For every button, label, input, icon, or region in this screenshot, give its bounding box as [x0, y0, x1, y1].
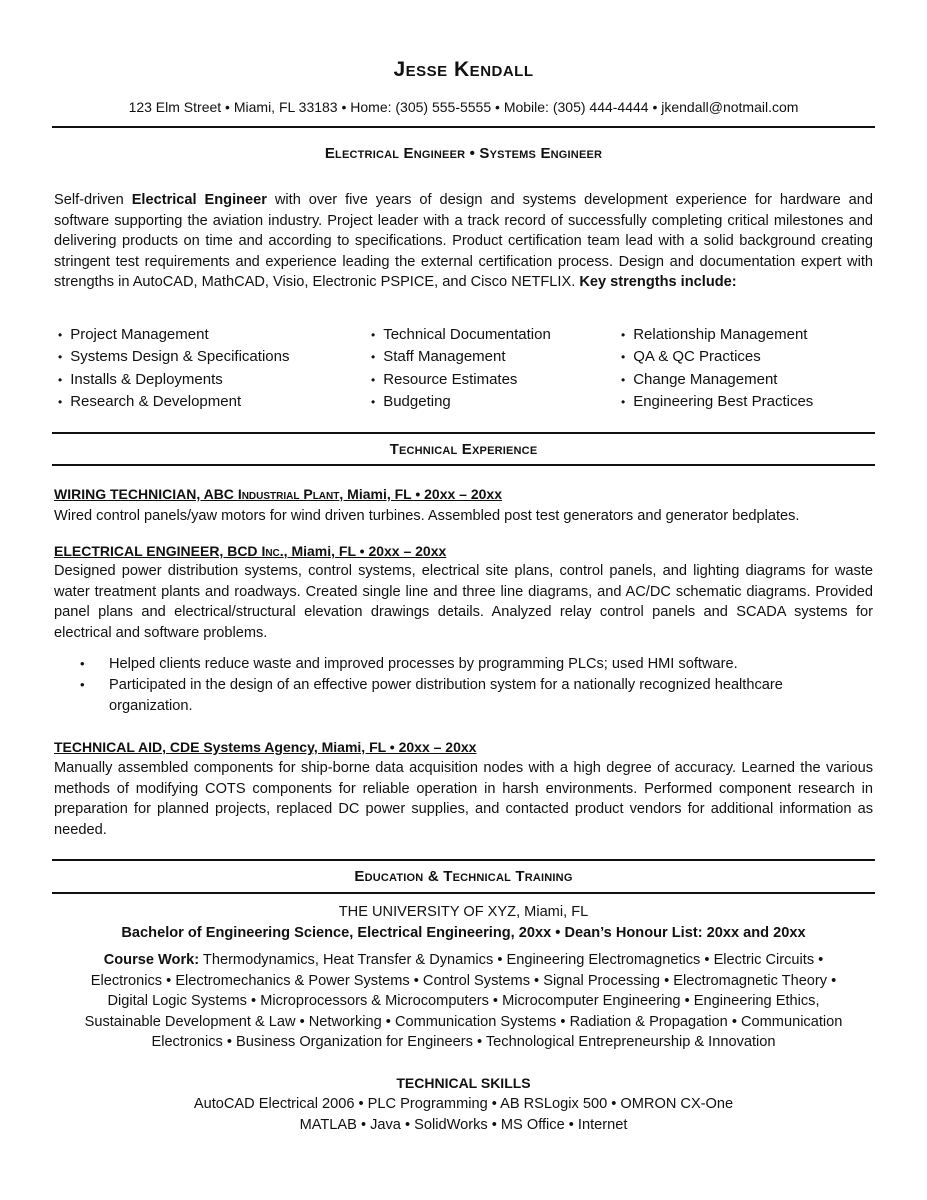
strength-item: • Research & Development: [58, 391, 371, 413]
job-achievements-list: [80, 654, 840, 716]
job-title-text: ELECTRICAL ENGINEER, BCD: [54, 543, 262, 559]
divider: [52, 892, 875, 894]
summary-paragraph: [54, 190, 873, 293]
technical-skills-heading: TECHNICAL SKILLS: [396, 1075, 531, 1091]
strength-item: • Relationship Management: [621, 324, 858, 346]
skills-line: MATLAB • Java • SolidWorks • MS Office • Internet: [299, 1116, 628, 1133]
job-title: [54, 543, 446, 559]
job-description: Designed power distribution systems, control systems, electrical site plans, control panels, and lighting diagrams for waste water treatment plants and roadways. Created single line and three line diagrams, and AC/DC schematic diagrams. Provided panel plans and electrical/structural elevation drawings details. Analyzed relay control panels and SCADA systems for electrical and software problems.: [54, 563, 873, 641]
summary-key-strengths: Key strengths include:: [579, 274, 737, 291]
strengths-column-3: [621, 324, 858, 414]
job-title-text: TECHNICAL AID, CDE Systems Agency, Miami, FL • 20xx – 20xx: [54, 739, 477, 755]
contact-line: 123 Elm Street • Miami, FL 33183 • Home: (305) 555-5555 • Mobile: (305) 444-4444 • jkendall@notmail.com: [128, 99, 799, 115]
job-company-smallcaps: Industrial Plant: [237, 486, 340, 502]
job-company-smallcaps: Inc.: [261, 543, 284, 559]
strength-item: • Change Management: [621, 369, 858, 391]
job-title-text: WIRING TECHNICIAN, ABC: [54, 486, 238, 502]
degree-line: Bachelor of Engineering Science, Electrical Engineering, 20xx • Dean’s Honour List: 20xx and 20xx: [121, 925, 806, 941]
summary-bold-title: Electrical Engineer: [131, 192, 267, 208]
summary-body: with over five years of design and systems development experience for hardware and software supporting the aviation industry. Project leader with a track record of successfully completing critical milestones and delivering products on time and according to specifications. Product certification team lead with a solid background creating stringent test requirements and experience leading the external certification process. Design and documentation expert with strengths in AutoCAD, MathCAD, Visio, Electronic PSPICE, and Cisco NETFLIX.: [54, 192, 873, 291]
job-description: Wired control panels/yaw motors for wind driven turbines. Assembled post test generators and generator bedplates.: [54, 508, 800, 524]
strength-item: • Staff Management: [371, 346, 621, 368]
technical-skills-list: [52, 1094, 875, 1135]
coursework-line: Digital Logic Systems • Microprocessors & Microcomputers • Microcomputer Engineering • Engineering Ethics,: [107, 993, 820, 1010]
summary-lead: Self-driven: [54, 192, 132, 208]
strength-item: • Systems Design & Specifications: [58, 346, 371, 368]
candidate-name: Jesse Kendall: [393, 58, 534, 81]
professional-title: Electrical Engineer • Systems Engineer: [324, 145, 603, 162]
strength-item: • QA & QC Practices: [621, 346, 858, 368]
job-location-dates: , Miami, FL • 20xx – 20xx: [339, 486, 502, 502]
strength-item: • Budgeting: [371, 391, 621, 413]
coursework-line: Electronics • Electromechanics & Power Systems • Control Systems • Signal Processing • Electromagnetic Theory •: [90, 972, 837, 989]
coursework-line: Sustainable Development & Law • Networking • Communication Systems • Radiation & Propagation • Communication: [84, 1013, 843, 1030]
coursework-text: Thermodynamics, Heat Transfer & Dynamics • Engineering Electromagnetics • Electric Circuits •: [199, 952, 824, 968]
divider: [52, 859, 875, 861]
achievement-item: • Helped clients reduce waste and improved processes by programming PLCs; used HMI software.: [80, 654, 840, 675]
coursework-line: Electronics • Business Organization for Engineers • Technological Entrepreneurship & Innovation: [151, 1034, 776, 1051]
coursework-block: [52, 950, 875, 1053]
strengths-column-2: [371, 324, 621, 414]
strength-item: • Resource Estimates: [371, 369, 621, 391]
job-description: Manually assembled components for ship-borne data acquisition nodes with a high degree of accuracy. Learned the various methods of modifying COTS components for reliable operation in harsh environments. Performed component research in preparation for planned projects, replaced DC power supplies, and contacted product vendors for additional information as needed.: [54, 760, 873, 838]
divider: [52, 126, 875, 128]
strength-item: • Engineering Best Practices: [621, 391, 858, 413]
job-location-dates: , Miami, FL • 20xx – 20xx: [283, 543, 447, 559]
divider: [52, 464, 875, 466]
strengths-column-1: [58, 324, 371, 414]
divider: [52, 432, 875, 434]
section-heading-experience: Technical Experience: [389, 441, 538, 458]
strength-item: • Installs & Deployments: [58, 369, 371, 391]
strength-item: • Technical Documentation: [371, 324, 621, 346]
coursework-line: [52, 950, 875, 971]
job-title: [54, 739, 476, 755]
coursework-label: Course Work:: [103, 952, 200, 968]
job-title: [54, 486, 502, 502]
strength-item: • Project Management: [58, 324, 371, 346]
achievement-item: • Participated in the design of an effective power distribution system for a nationally recognized healthcare organization.: [80, 675, 840, 717]
key-strengths-list: [58, 324, 858, 414]
section-heading-education: Education & Technical Training: [354, 868, 573, 885]
skills-line: AutoCAD Electrical 2006 • PLC Programming • AB RSLogix 500 • OMRON CX-One: [193, 1096, 734, 1112]
school-name: THE UNIVERSITY OF XYZ, Miami, FL: [338, 904, 589, 920]
